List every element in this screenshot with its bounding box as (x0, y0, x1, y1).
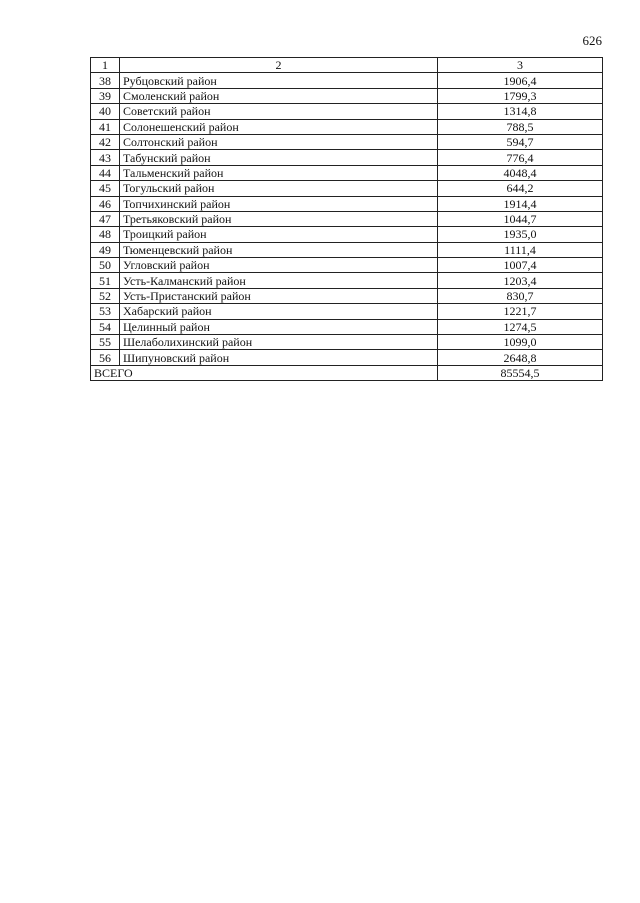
district-value: 1007,4 (438, 258, 603, 273)
row-number: 41 (91, 119, 120, 134)
district-value: 1099,0 (438, 335, 603, 350)
district-value: 1044,7 (438, 211, 603, 226)
district-name: Троицкий район (120, 227, 438, 242)
header-cell-value: 3 (438, 58, 603, 73)
district-value: 644,2 (438, 181, 603, 196)
district-value: 1906,4 (438, 73, 603, 88)
table-row (91, 227, 603, 242)
row-number: 50 (91, 258, 120, 273)
district-value: 1314,8 (438, 104, 603, 119)
district-name: Табунский район (120, 150, 438, 165)
district-name: Хабарский район (120, 304, 438, 319)
district-name: Рубцовский район (120, 73, 438, 88)
page-number: 626 (582, 33, 602, 48)
table-row (91, 304, 603, 319)
district-value: 776,4 (438, 150, 603, 165)
district-name: Солонешенский район (120, 119, 438, 134)
district-value: 4048,4 (438, 165, 603, 180)
header-row (91, 58, 603, 73)
header-cell-number: 1 (91, 58, 120, 73)
row-number: 43 (91, 150, 120, 165)
row-number: 47 (91, 211, 120, 226)
table-row (91, 211, 603, 226)
row-number: 52 (91, 288, 120, 303)
district-value: 594,7 (438, 134, 603, 149)
row-number: 49 (91, 242, 120, 257)
row-number: 39 (91, 88, 120, 103)
district-name: Шелаболихинский район (120, 335, 438, 350)
table-row (91, 119, 603, 134)
row-number: 46 (91, 196, 120, 211)
district-value: 830,7 (438, 288, 603, 303)
row-number: 55 (91, 335, 120, 350)
district-name: Усть-Калманский район (120, 273, 438, 288)
district-table (90, 57, 603, 381)
district-value: 1935,0 (438, 227, 603, 242)
district-value: 788,5 (438, 119, 603, 134)
row-number: 56 (91, 350, 120, 365)
table-row (91, 181, 603, 196)
row-number: 45 (91, 181, 120, 196)
row-number: 54 (91, 319, 120, 334)
district-value: 1203,4 (438, 273, 603, 288)
table-row (91, 88, 603, 103)
row-number: 38 (91, 73, 120, 88)
table-row (91, 134, 603, 149)
district-name: Усть-Пристанский район (120, 288, 438, 303)
row-number: 48 (91, 227, 120, 242)
table-row (91, 258, 603, 273)
table-row (91, 196, 603, 211)
total-row (91, 365, 603, 380)
district-name: Целинный район (120, 319, 438, 334)
header-cell-name: 2 (120, 58, 438, 73)
row-number: 51 (91, 273, 120, 288)
table-row (91, 350, 603, 365)
table-row (91, 273, 603, 288)
table-row (91, 242, 603, 257)
district-value: 1221,7 (438, 304, 603, 319)
table-row (91, 104, 603, 119)
row-number: 42 (91, 134, 120, 149)
district-value: 1799,3 (438, 88, 603, 103)
district-name: Советский район (120, 104, 438, 119)
table-row (91, 335, 603, 350)
table-row (91, 319, 603, 334)
district-name: Тюменцевский район (120, 242, 438, 257)
district-name: Топчихинский район (120, 196, 438, 211)
table-row (91, 150, 603, 165)
district-name: Тогульский район (120, 181, 438, 196)
district-name: Солтонский район (120, 134, 438, 149)
district-value: 1274,5 (438, 319, 603, 334)
row-number: 44 (91, 165, 120, 180)
row-number: 40 (91, 104, 120, 119)
district-name: Смоленский район (120, 88, 438, 103)
district-name: Угловский район (120, 258, 438, 273)
table-row (91, 165, 603, 180)
district-value: 2648,8 (438, 350, 603, 365)
row-number: 53 (91, 304, 120, 319)
table-body (91, 58, 603, 381)
table-row (91, 288, 603, 303)
table-row (91, 73, 603, 88)
district-name: Тальменский район (120, 165, 438, 180)
district-value: 1914,4 (438, 196, 603, 211)
district-name: Шипуновский район (120, 350, 438, 365)
district-name: Третьяковский район (120, 211, 438, 226)
total-value: 85554,5 (438, 365, 603, 380)
district-value: 1111,4 (438, 242, 603, 257)
total-label: ВСЕГО (91, 365, 438, 380)
